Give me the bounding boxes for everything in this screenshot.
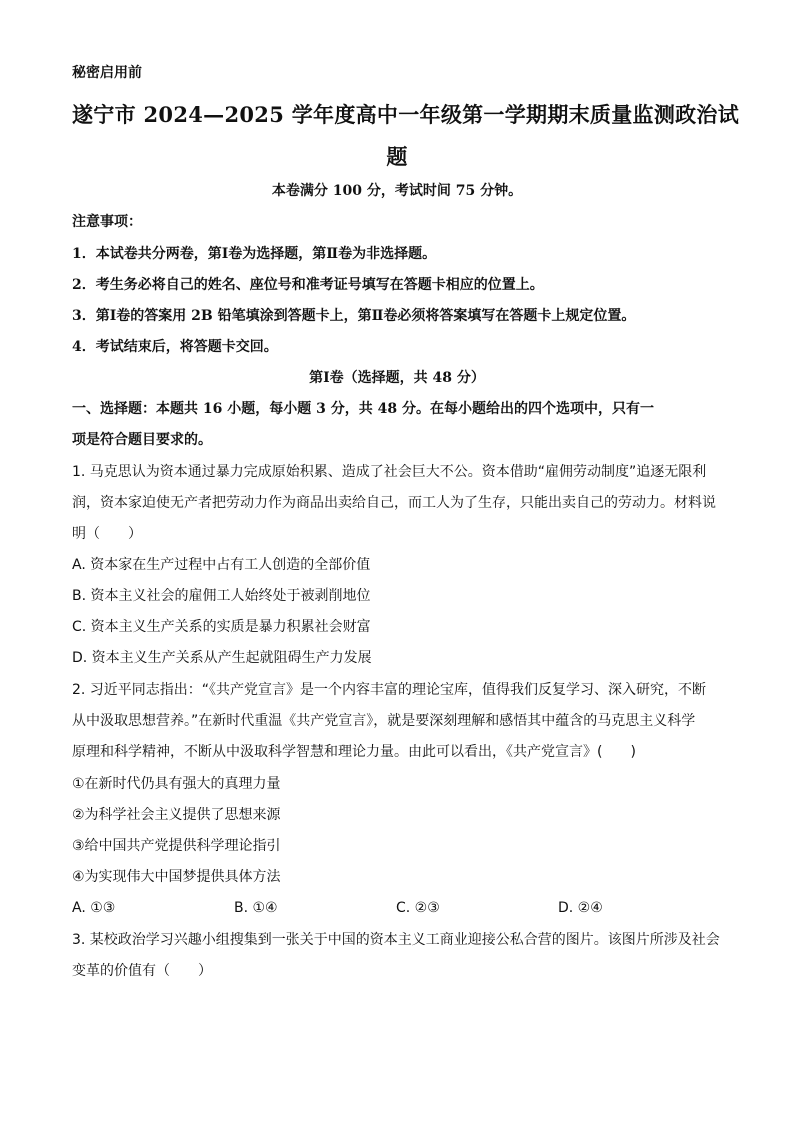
exam-title-line2: 题 (386, 144, 408, 169)
exam-title-line1: 遂宁市 2024—2025 学年度高中一年级第一学期期末质量监测政治试 (72, 102, 740, 127)
question-1-option-d: D. 资本主义生产关系从产生起就阻碍生产力发展 (72, 650, 372, 666)
question-2-statement-2: ②为科学社会主义提供了思想来源 (72, 807, 281, 823)
question-3-text: 3. 某校政治学习兴趣小组搜集到一张关于中国的资本主义工商业迎接公私合营的图片。该图片所涉及社会 (72, 932, 720, 948)
exam-subtitle: 本卷满分 100 分，考试时间 75 分钟。 (271, 183, 523, 199)
note-item: 2．考生务必将自己的姓名、座位号和准考证号填写在答题卡相应的位置上。 (72, 277, 544, 293)
question-1-option-a: A. 资本家在生产过程中占有工人创造的全部价值 (72, 557, 371, 573)
question-2-text: 2. 习近平同志指出：“《共产党宣言》是一个内容丰富的理论宝库，值得我们反复学习、深入研究，不断 (72, 682, 707, 698)
secret-label: 秘密启用前 (72, 65, 142, 81)
question-2-statement-3: ③给中国共产党提供科学理论指引 (72, 838, 281, 854)
part1-heading: 第Ⅰ卷（选择题，共 48 分） (309, 370, 485, 386)
note-item: 4．考试结束后，将答题卡交回。 (72, 339, 278, 355)
question-2-text: 原理和科学精神，不断从中汲取科学智慧和理论力量。由此可以看出，《共产党宣言》( ) (72, 744, 636, 760)
question-2-choice-a: A. ①③ (72, 900, 116, 916)
question-1-text: 明（ ） (72, 526, 142, 542)
notes-heading: 注意事项： (72, 214, 142, 230)
note-item: 3．第Ⅰ卷的答案用 2B 铅笔填涂到答题卡上，第Ⅱ卷必须将答案填写在答题卡上规定位置。 (72, 308, 636, 324)
question-2-text: 从中汲取思想营养。”在新时代重温《共产党宣言》，就是要深刻理解和感悟其中蕴含的马克思主义科学 (72, 713, 696, 729)
question-2-choice-b: B. ①④ (234, 900, 278, 916)
question-2-statement-4: ④为实现伟大中国梦提供具体方法 (72, 869, 281, 885)
question-1-option-b: B. 资本主义社会的雇佣工人始终处于被剥削地位 (72, 588, 371, 604)
question-2-choice-c: C. ②③ (396, 900, 440, 916)
section-instructions-line1: 一、选择题：本题共 16 小题，每小题 3 分，共 48 分。在每小题给出的四个选项中，只有一 (72, 401, 654, 417)
question-1-option-c: C. 资本主义生产关系的实质是暴力积累社会财富 (72, 619, 371, 635)
question-3-text: 变革的价值有（ ） (72, 963, 212, 979)
question-2-statement-1: ①在新时代仍具有强大的真理力量 (72, 776, 281, 792)
section-instructions-line2: 项是符合题目要求的。 (72, 432, 212, 448)
question-1-text: 1. 马克思认为资本通过暴力完成原始积累、造成了社会巨大不公。资本借助“雇佣劳动制度”追逐无限利 (72, 464, 707, 480)
note-item: 1．本试卷共分两卷，第Ⅰ卷为选择题，第Ⅱ卷为非选择题。 (72, 246, 437, 262)
question-2-choice-d: D. ②④ (558, 900, 603, 916)
question-1-text: 润，资本家迫使无产者把劳动力作为商品出卖给自己，而工人为了生存，只能出卖自己的劳动力。材料说 (72, 495, 716, 511)
